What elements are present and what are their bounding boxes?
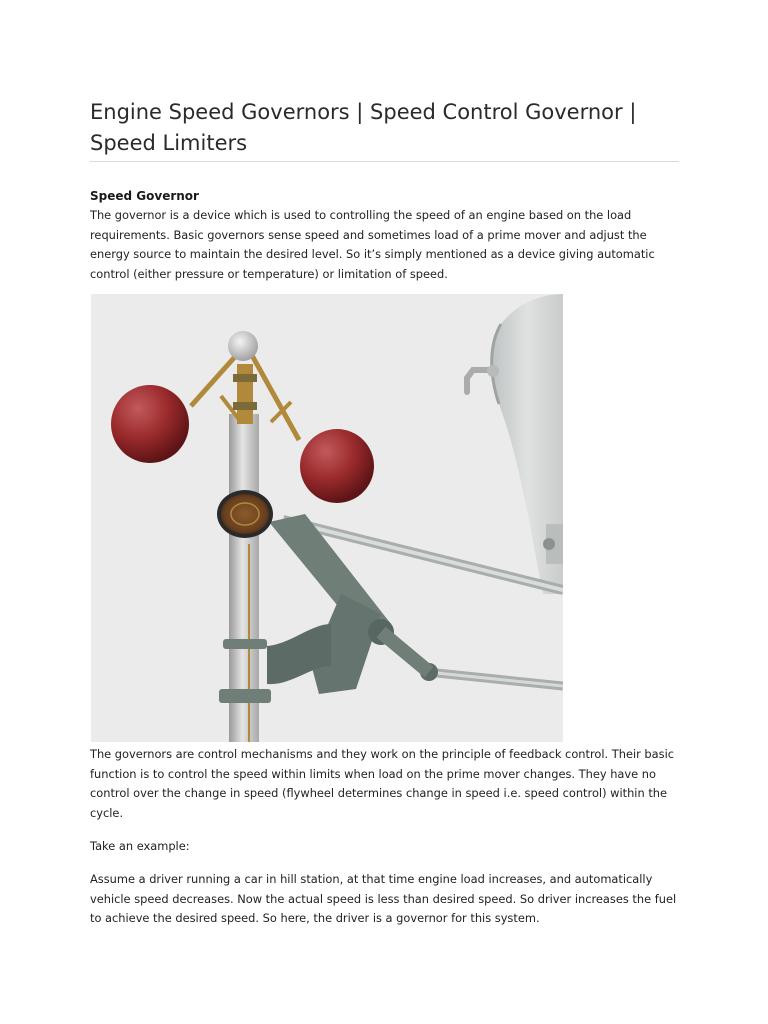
maker-plate	[217, 490, 273, 538]
title-divider	[90, 161, 679, 162]
intro-paragraph: The governor is a device which is used to controlling the speed of an engine based on the load requirements. Basic governors sense speed and sometimes load of a prime mover and adjust the energy source to maintain the desired level. So it’s simply mentioned as a device giving automatic control (either pressure or temperature) or limitation of speed.	[90, 208, 655, 281]
top-cap	[228, 331, 258, 361]
example-intro: Take an example:	[90, 839, 190, 853]
page-title: Engine Speed Governors | Speed Control Governor | Speed Limiters	[90, 100, 637, 155]
governor-photo	[91, 294, 563, 742]
right-flyball	[300, 429, 374, 503]
example-paragraph: Assume a driver running a car in hill station, at that time engine load increases, and automatically vehicle speed decreases. Now the actual speed is less than desired speed. So driver increases the fuel to achieve the desired speed. So here, the driver is a governor for this system.	[90, 872, 677, 925]
feedback-paragraph: The governors are control mechanisms and they work on the principle of feedback control. Their basic function is to control the speed within limits when load on the prime mover changes. They have no control over the change in speed (flywheel determines change in speed i.e. speed control) within the cycle.	[90, 747, 675, 820]
left-flyball	[111, 385, 189, 463]
section-heading: Speed Governor	[90, 189, 199, 203]
